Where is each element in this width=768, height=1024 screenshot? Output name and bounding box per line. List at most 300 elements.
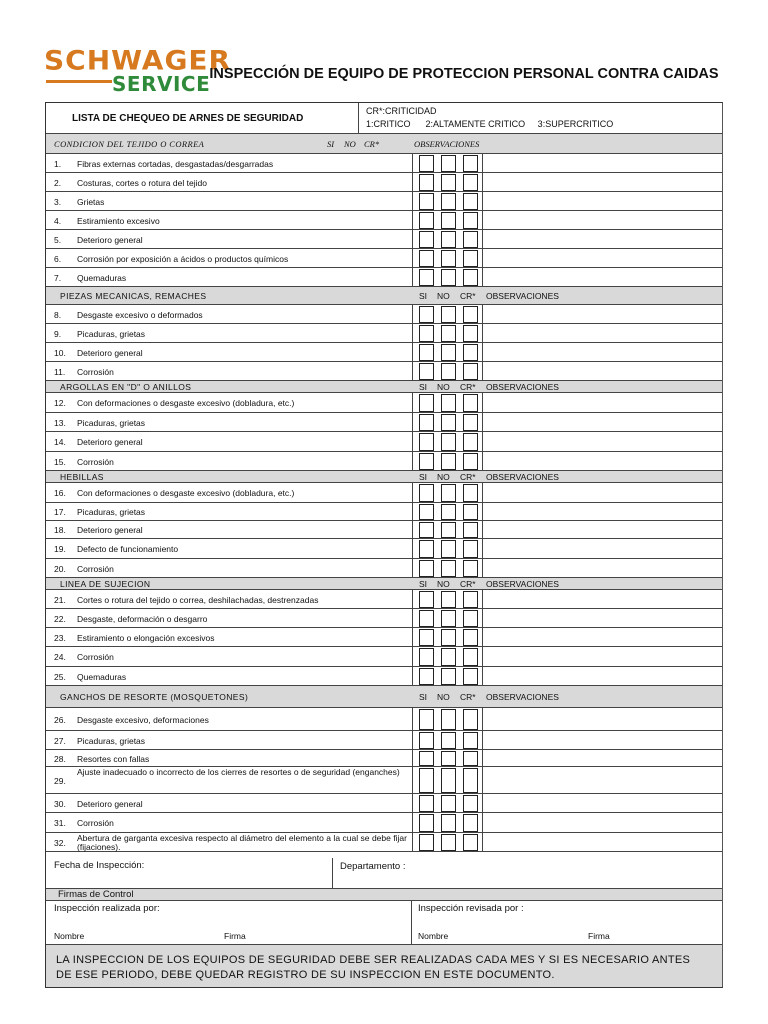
no-checkbox[interactable] xyxy=(441,250,456,267)
divider xyxy=(412,343,413,362)
no-checkbox[interactable] xyxy=(441,414,456,431)
checklist-item-row xyxy=(46,539,722,559)
item-description: Estiramiento o elongación excesivos xyxy=(77,632,215,643)
fecha-field[interactable] xyxy=(46,870,332,888)
cr-legend-title: CR*:CRITICIDAD xyxy=(366,106,437,116)
si-checkbox[interactable] xyxy=(419,453,434,470)
checklist-item-row xyxy=(46,343,722,362)
item-number: 20. xyxy=(54,563,66,574)
firma-label-right: Firma xyxy=(588,931,610,941)
divider xyxy=(412,833,413,852)
column-cr-label: CR* xyxy=(460,471,476,482)
checklist-title-row xyxy=(46,103,722,134)
item-description: Abertura de garganta excesiva respecto al diámetro del elemento a la cual se debe fijar (fijaciones). xyxy=(77,833,407,852)
column-no-label: NO xyxy=(344,138,356,149)
section-title: ARGOLLAS EN "D" O ANILLOS xyxy=(60,381,192,392)
no-checkbox[interactable] xyxy=(441,174,456,191)
divider xyxy=(412,268,413,287)
item-description: Resortes con fallas xyxy=(77,753,150,764)
si-checkbox[interactable] xyxy=(419,504,434,520)
cr-checkbox[interactable] xyxy=(463,591,478,608)
checklist-item-row xyxy=(46,305,722,324)
si-checkbox[interactable] xyxy=(419,174,434,191)
item-number: 32. xyxy=(54,837,66,848)
column-si-label: SI xyxy=(419,471,428,482)
observaciones-field[interactable] xyxy=(483,173,722,192)
no-checkbox[interactable] xyxy=(441,484,456,502)
checklist-item-row xyxy=(46,559,722,578)
item-number: 28. xyxy=(54,753,66,764)
divider xyxy=(412,590,413,609)
column-cr-label: CR* xyxy=(460,381,476,392)
checklist-item-row xyxy=(46,833,722,852)
si-checkbox[interactable] xyxy=(419,363,434,380)
item-number: 11. xyxy=(54,366,66,377)
checklist-item-row xyxy=(46,413,722,432)
cr-checkbox[interactable] xyxy=(463,363,478,380)
no-checkbox[interactable] xyxy=(441,540,456,558)
observaciones-field[interactable] xyxy=(483,708,722,731)
observaciones-field[interactable] xyxy=(483,413,722,432)
si-checkbox[interactable] xyxy=(419,193,434,210)
divider xyxy=(358,103,359,134)
no-checkbox[interactable] xyxy=(441,522,456,538)
cr-checkbox[interactable] xyxy=(463,751,478,766)
column-cr-label: CR* xyxy=(364,138,380,149)
divider xyxy=(412,539,413,559)
section-title: LINEA DE SUJECION xyxy=(60,578,151,589)
observaciones-field[interactable] xyxy=(483,813,722,833)
item-number: 4. xyxy=(54,215,62,226)
firma-label-left: Firma xyxy=(224,931,246,941)
item-description: Con deformaciones o desgaste excesivo (dobladura, etc.) xyxy=(77,488,295,498)
divider xyxy=(412,609,413,628)
no-checkbox[interactable] xyxy=(441,325,456,342)
cr-checkbox[interactable] xyxy=(463,522,478,538)
divider xyxy=(412,324,413,343)
column-no-label: NO xyxy=(437,290,450,301)
si-checkbox[interactable] xyxy=(419,344,434,361)
column-observaciones-label: OBSERVACIONES xyxy=(414,138,480,149)
nombre-label-right: Nombre xyxy=(418,931,449,941)
checklist-item-row xyxy=(46,324,722,343)
si-checkbox[interactable] xyxy=(419,814,434,832)
column-si-label: SI xyxy=(327,138,335,149)
observaciones-field[interactable] xyxy=(483,432,722,452)
no-checkbox[interactable] xyxy=(441,834,456,851)
document-title: INSPECCIÓN DE EQUIPO DE PROTECCION PERSONAL CONTRA CAIDAS xyxy=(209,66,719,82)
section-title: GANCHOS DE RESORTE (MOSQUETONES) xyxy=(60,691,249,702)
item-description: Ajuste inadecuado o incorrecto de los cierres de resortes o de seguridad (enganches) xyxy=(77,767,400,777)
checklist-item-row xyxy=(46,750,722,767)
divider xyxy=(412,794,413,813)
section-title: CONDICION DEL TEJIDO O CORREA xyxy=(54,138,205,149)
si-checkbox[interactable] xyxy=(419,610,434,627)
divider xyxy=(412,249,413,268)
section-header xyxy=(46,471,722,483)
si-checkbox[interactable] xyxy=(419,433,434,451)
no-checkbox[interactable] xyxy=(441,768,456,793)
no-checkbox[interactable] xyxy=(441,306,456,323)
checklist-item-row xyxy=(46,590,722,609)
cr-checkbox[interactable] xyxy=(463,668,478,685)
realizada-label: Inspección realizada por: xyxy=(54,903,160,914)
cr-checkbox[interactable] xyxy=(463,325,478,342)
cr-checkbox[interactable] xyxy=(463,394,478,412)
divider xyxy=(412,305,413,324)
item-number: 1. xyxy=(54,158,62,169)
cr-checkbox[interactable] xyxy=(463,629,478,646)
cr-checkbox[interactable] xyxy=(463,834,478,851)
si-checkbox[interactable] xyxy=(419,648,434,666)
no-checkbox[interactable] xyxy=(441,732,456,749)
item-number: 7. xyxy=(54,272,62,283)
item-number: 27. xyxy=(54,735,66,746)
observaciones-field[interactable] xyxy=(483,628,722,647)
cr-checkbox[interactable] xyxy=(463,560,478,577)
cr-checkbox[interactable] xyxy=(463,610,478,627)
item-description: Desgaste excesivo, deformaciones xyxy=(77,714,209,725)
column-observaciones-label: OBSERVACIONES xyxy=(486,471,559,482)
cr-checkbox[interactable] xyxy=(463,250,478,267)
item-description: Desgaste, deformación o desgarro xyxy=(77,613,208,624)
si-checkbox[interactable] xyxy=(419,591,434,608)
cr-legend-levels: 1:CRITICO 2:ALTAMENTE CRITICO 3:SUPERCRITICO xyxy=(366,119,614,129)
si-checkbox[interactable] xyxy=(419,540,434,558)
observaciones-field[interactable] xyxy=(483,833,722,852)
checklist-item-row xyxy=(46,432,722,452)
divider xyxy=(412,767,413,794)
no-checkbox[interactable] xyxy=(441,363,456,380)
departamento-label: Departamento : xyxy=(340,861,406,872)
checklist-item-row xyxy=(46,731,722,750)
observaciones-field[interactable] xyxy=(483,647,722,667)
si-checkbox[interactable] xyxy=(419,668,434,685)
item-number: 10. xyxy=(54,347,66,358)
observaciones-field[interactable] xyxy=(483,731,722,750)
observaciones-field[interactable] xyxy=(483,154,722,173)
item-number: 18. xyxy=(54,525,66,535)
checklist-title: LISTA DE CHEQUEO DE ARNES DE SEGURIDAD xyxy=(72,113,304,124)
cr-checkbox[interactable] xyxy=(463,193,478,210)
observaciones-field[interactable] xyxy=(483,750,722,767)
divider xyxy=(412,483,413,503)
item-number: 30. xyxy=(54,798,66,809)
item-number: 23. xyxy=(54,632,66,643)
fecha-label: Fecha de Inspección: xyxy=(54,860,145,871)
cr-checkbox[interactable] xyxy=(463,453,478,470)
column-observaciones-label: OBSERVACIONES xyxy=(486,290,559,301)
si-checkbox[interactable] xyxy=(419,484,434,502)
item-number: 8. xyxy=(54,309,62,320)
item-description: Corrosión por exposición a ácidos o productos químicos xyxy=(77,253,289,264)
item-number: 3. xyxy=(54,196,62,207)
item-number: 17. xyxy=(54,507,66,517)
signature-row xyxy=(46,901,722,944)
no-checkbox[interactable] xyxy=(441,433,456,451)
divider xyxy=(412,750,413,767)
divider xyxy=(412,647,413,667)
si-checkbox[interactable] xyxy=(419,414,434,431)
cr-checkbox[interactable] xyxy=(463,231,478,248)
no-checkbox[interactable] xyxy=(441,212,456,229)
item-description: Deterioro general xyxy=(77,798,143,809)
section-header xyxy=(46,686,722,708)
checklist-item-row xyxy=(46,503,722,521)
checklist-item-row xyxy=(46,393,722,413)
logo-top-text: SCHWAGER xyxy=(44,44,232,77)
column-cr-label: CR* xyxy=(460,290,476,301)
observaciones-field[interactable] xyxy=(483,249,722,268)
observaciones-field[interactable] xyxy=(483,268,722,287)
divider xyxy=(412,432,413,452)
si-checkbox[interactable] xyxy=(419,768,434,793)
item-description: Corrosión xyxy=(77,366,114,377)
observaciones-field[interactable] xyxy=(483,343,722,362)
checklist-item-row xyxy=(46,708,722,731)
column-si-label: SI xyxy=(419,381,428,392)
divider xyxy=(412,211,413,230)
revisada-label: Inspección revisada por : xyxy=(418,903,524,914)
date-department-row xyxy=(46,858,722,889)
item-number: 16. xyxy=(54,488,66,498)
divider xyxy=(412,413,413,432)
observaciones-field[interactable] xyxy=(483,539,722,559)
cr-checkbox[interactable] xyxy=(463,484,478,502)
cr-checkbox[interactable] xyxy=(463,795,478,812)
no-checkbox[interactable] xyxy=(441,591,456,608)
item-description: Fibras externas cortadas, desgastadas/desgarradas xyxy=(77,158,274,169)
si-checkbox[interactable] xyxy=(419,834,434,851)
footer-note: LA INSPECCION DE LOS EQUIPOS DE SEGURIDAD DEBE SER REALIZADAS CADA MES Y SI ES NECESARIO ANTES DE ESE PERIODO, DEBE QUEDAR REGISTRO DE SU INSPECCION EN ESTE DOCUMENTO. xyxy=(56,954,691,981)
firmas-title: Firmas de Control xyxy=(58,889,134,900)
column-observaciones-label: OBSERVACIONES xyxy=(486,691,559,702)
observaciones-field[interactable] xyxy=(483,324,722,343)
no-checkbox[interactable] xyxy=(441,668,456,685)
observaciones-field[interactable] xyxy=(483,667,722,686)
observaciones-field[interactable] xyxy=(483,609,722,628)
item-description: Corrosión xyxy=(77,652,114,662)
no-checkbox[interactable] xyxy=(441,560,456,577)
item-description: Desgaste excesivo o deformados xyxy=(77,309,203,320)
divider xyxy=(412,393,413,413)
item-description: Corrosión xyxy=(77,818,114,828)
si-checkbox[interactable] xyxy=(419,325,434,342)
cr-checkbox[interactable] xyxy=(463,732,478,749)
inspection-sheet xyxy=(45,102,723,988)
column-si-label: SI xyxy=(419,691,428,702)
cr-checkbox[interactable] xyxy=(463,306,478,323)
section-header xyxy=(46,578,722,590)
cr-checkbox[interactable] xyxy=(463,768,478,793)
si-checkbox[interactable] xyxy=(419,269,434,286)
observaciones-field[interactable] xyxy=(483,767,722,794)
observaciones-field[interactable] xyxy=(483,483,722,503)
item-description: Deterioro general xyxy=(77,234,143,245)
divider xyxy=(412,559,413,578)
item-description: Grietas xyxy=(77,196,105,207)
section-header xyxy=(46,134,722,154)
observaciones-field[interactable] xyxy=(483,305,722,324)
item-number: 15. xyxy=(54,456,66,467)
divider xyxy=(412,452,413,471)
divider xyxy=(412,813,413,833)
item-description: Corrosión xyxy=(77,563,114,574)
column-cr-label: CR* xyxy=(460,691,476,702)
checklist-item-row xyxy=(46,192,722,211)
no-checkbox[interactable] xyxy=(441,155,456,172)
no-checkbox[interactable] xyxy=(441,648,456,666)
cr-checkbox[interactable] xyxy=(463,269,478,286)
item-number: 29. xyxy=(54,775,66,786)
column-observaciones-label: OBSERVACIONES xyxy=(486,578,559,589)
cr-checkbox[interactable] xyxy=(463,540,478,558)
cr-checkbox[interactable] xyxy=(463,155,478,172)
si-checkbox[interactable] xyxy=(419,560,434,577)
revisada-signature-field[interactable] xyxy=(412,913,722,931)
si-checkbox[interactable] xyxy=(419,709,434,730)
column-observaciones-label: OBSERVACIONES xyxy=(486,381,559,392)
si-checkbox[interactable] xyxy=(419,732,434,749)
item-number: 31. xyxy=(54,818,66,828)
observaciones-field[interactable] xyxy=(483,230,722,249)
observaciones-field[interactable] xyxy=(483,559,722,578)
checklist-item-row xyxy=(46,154,722,173)
item-number: 9. xyxy=(54,328,62,339)
item-number: 2. xyxy=(54,177,62,188)
no-checkbox[interactable] xyxy=(441,504,456,520)
observaciones-field[interactable] xyxy=(483,362,722,381)
divider xyxy=(412,521,413,539)
divider xyxy=(412,667,413,686)
no-checkbox[interactable] xyxy=(441,269,456,286)
logo-bottom-text: SERVICE xyxy=(112,72,211,96)
si-checkbox[interactable] xyxy=(419,231,434,248)
no-checkbox[interactable] xyxy=(441,814,456,832)
checklist-item-row xyxy=(46,794,722,813)
cr-checkbox[interactable] xyxy=(463,709,478,730)
item-description: Quemaduras xyxy=(77,671,127,682)
cr-checkbox[interactable] xyxy=(463,648,478,666)
cr-checkbox[interactable] xyxy=(463,212,478,229)
footer-note-row xyxy=(46,944,722,987)
divider xyxy=(412,230,413,249)
item-number: 24. xyxy=(54,652,66,662)
cr-checkbox[interactable] xyxy=(463,344,478,361)
no-checkbox[interactable] xyxy=(441,629,456,646)
item-number: 19. xyxy=(54,544,66,554)
si-checkbox[interactable] xyxy=(419,751,434,766)
si-checkbox[interactable] xyxy=(419,155,434,172)
cr-checkbox[interactable] xyxy=(463,814,478,832)
observaciones-field[interactable] xyxy=(483,503,722,521)
checklist-item-row xyxy=(46,667,722,686)
column-no-label: NO xyxy=(437,471,450,482)
checklist-item-row xyxy=(46,268,722,287)
no-checkbox[interactable] xyxy=(441,795,456,812)
item-description: Quemaduras xyxy=(77,272,127,283)
no-checkbox[interactable] xyxy=(441,751,456,766)
item-description: Cortes o rotura del tejido o correa, deshilachadas, destrenzadas xyxy=(77,594,319,605)
divider xyxy=(412,503,413,521)
observaciones-field[interactable] xyxy=(483,211,722,230)
si-checkbox[interactable] xyxy=(419,306,434,323)
si-checkbox[interactable] xyxy=(419,795,434,812)
checklist-item-row xyxy=(46,211,722,230)
column-no-label: NO xyxy=(437,578,450,589)
divider xyxy=(412,192,413,211)
item-description: Deterioro general xyxy=(77,525,143,535)
item-description: Picaduras, grietas xyxy=(77,507,146,517)
divider xyxy=(412,362,413,381)
column-cr-label: CR* xyxy=(460,578,476,589)
section-title: HEBILLAS xyxy=(60,471,104,482)
item-description: Picaduras, grietas xyxy=(77,328,146,339)
si-checkbox[interactable] xyxy=(419,522,434,538)
item-description: Defecto de funcionamiento xyxy=(77,544,179,554)
no-checkbox[interactable] xyxy=(441,453,456,470)
no-checkbox[interactable] xyxy=(441,610,456,627)
nombre-label-left: Nombre xyxy=(54,931,85,941)
firmas-header xyxy=(46,889,722,901)
no-checkbox[interactable] xyxy=(441,709,456,730)
item-number: 5. xyxy=(54,234,62,245)
column-no-label: NO xyxy=(437,691,450,702)
item-number: 12. xyxy=(54,398,66,408)
item-description: Estiramiento excesivo xyxy=(77,215,160,226)
si-checkbox[interactable] xyxy=(419,212,434,229)
divider xyxy=(412,154,413,173)
observaciones-field[interactable] xyxy=(483,452,722,471)
cr-checkbox[interactable] xyxy=(463,433,478,451)
si-checkbox[interactable] xyxy=(419,394,434,412)
si-checkbox[interactable] xyxy=(419,250,434,267)
item-description: Con deformaciones o desgaste excesivo (dobladura, etc.) xyxy=(77,398,295,408)
divider xyxy=(412,708,413,731)
observaciones-field[interactable] xyxy=(483,192,722,211)
realizada-signature-field[interactable] xyxy=(46,913,411,931)
item-description: Deterioro general xyxy=(77,437,143,447)
company-logo xyxy=(44,44,232,100)
no-checkbox[interactable] xyxy=(441,394,456,412)
column-si-label: SI xyxy=(419,290,428,301)
checklist-item-row xyxy=(46,483,722,503)
checklist-item-row xyxy=(46,249,722,268)
cr-checkbox[interactable] xyxy=(463,414,478,431)
section-header xyxy=(46,287,722,305)
si-checkbox[interactable] xyxy=(419,629,434,646)
divider xyxy=(412,628,413,647)
document-header xyxy=(44,44,724,102)
divider xyxy=(412,731,413,750)
observaciones-field[interactable] xyxy=(483,521,722,539)
observaciones-field[interactable] xyxy=(483,794,722,813)
no-checkbox[interactable] xyxy=(441,231,456,248)
no-checkbox[interactable] xyxy=(441,344,456,361)
item-number: 14. xyxy=(54,437,66,447)
departamento-field[interactable] xyxy=(414,858,722,888)
divider xyxy=(332,858,333,889)
item-number: 22. xyxy=(54,613,66,624)
no-checkbox[interactable] xyxy=(441,193,456,210)
cr-checkbox[interactable] xyxy=(463,174,478,191)
checklist-item-row xyxy=(46,813,722,833)
observaciones-field[interactable] xyxy=(483,393,722,413)
item-number: 26. xyxy=(54,714,66,725)
cr-checkbox[interactable] xyxy=(463,504,478,520)
section-header xyxy=(46,381,722,393)
observaciones-field[interactable] xyxy=(483,590,722,609)
